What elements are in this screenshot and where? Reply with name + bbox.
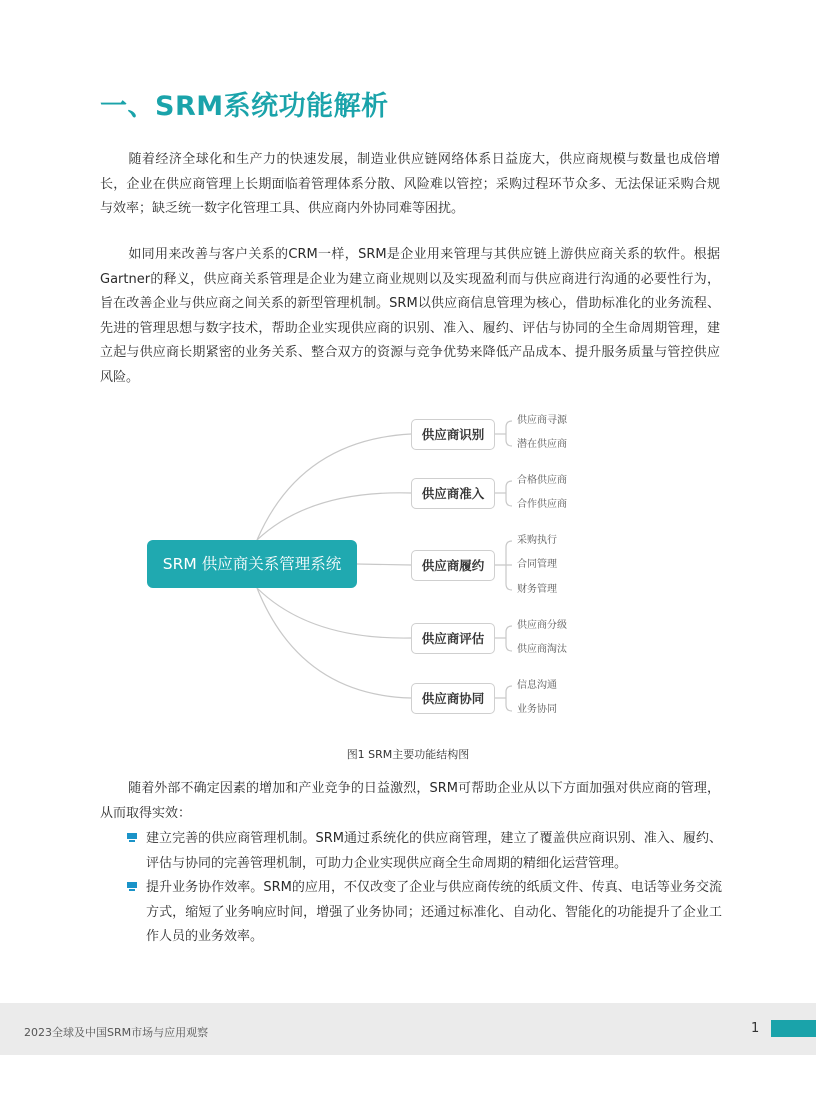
leaf-business-collaboration: 业务协同 — [517, 704, 557, 715]
diagram-root-node: SRM 供应商关系管理系统 — [147, 540, 357, 588]
page-footer — [0, 1003, 816, 1055]
leaf-finance-management: 财务管理 — [517, 584, 557, 595]
benefits-list — [100, 827, 722, 950]
footer-accent-bar — [771, 1020, 816, 1037]
branch-supplier-fulfillment: 供应商履约 — [411, 550, 495, 581]
list-item-text: 提升业务协作效率。SRM的应用，不仅改变了企业与供应商传统的纸质文件、传真、电话等业务交流方式，缩短了业务响应时间，增强了业务协同；还通过标准化、自动化、智能化的功能提升了企业工作人员的业务效率。 — [146, 880, 722, 944]
branch-supplier-evaluation: 供应商评估 — [411, 623, 495, 654]
branch-supplier-identification: 供应商识别 — [411, 419, 495, 450]
list-item — [100, 876, 722, 950]
monitor-bullet-icon — [127, 833, 137, 842]
leaf-procurement-execution: 采购执行 — [517, 535, 557, 546]
benefits-intro-text: 随着外部不确定因素的增加和产业竞争的日益激烈，SRM可帮助企业从以下方面加强对供应商的管理，从而取得实效： — [100, 781, 720, 821]
list-item — [100, 827, 722, 876]
leaf-information-communication: 信息沟通 — [517, 680, 557, 691]
benefits-intro-paragraph — [100, 777, 720, 826]
srm-definition-text: 如同用来改善与客户关系的CRM一样，SRM是企业用来管理与其供应链上游供应商关系的软件。根据Gartner的释义，供应商关系管理是企业为建立商业规则以及实现盈利而与供应商进行沟通的必要性行为，旨在改善企业与供应商之间关系的新型管理机制。SRM以供应商信息管理为核心，借助标准化的业务流程、先进的管理思想与数字技术，帮助企业实现供应商的识别、准入、履约、评估与协同的全生命周期管理，建立起与供应商长期紧密的业务关系、整合双方的资源与竞争优势来降低产品成本、提升服务质量与管控供应风险。 — [100, 247, 720, 385]
list-item-text: 建立完善的供应商管理机制。SRM通过系统化的供应商管理，建立了覆盖供应商识别、准入、履约、评估与协同的完善管理机制，可助力企业实现供应商全生命周期的精细化运营管理。 — [146, 831, 722, 871]
page-title: 一、SRM系统功能解析 — [100, 91, 389, 122]
leaf-contract-management: 合同管理 — [517, 559, 557, 570]
connector-root-identify — [257, 434, 411, 540]
intro-paragraph — [100, 148, 720, 222]
page-number: 1 — [751, 1021, 760, 1036]
leaf-supplier-grading: 供应商分级 — [517, 620, 567, 631]
figure-caption: 图1 SRM主要功能结构图 — [346, 748, 470, 761]
connector-root-fulfillment — [357, 564, 411, 565]
srm-definition-paragraph — [100, 243, 720, 390]
leaf-cooperative-supplier: 合作供应商 — [517, 499, 567, 510]
footer-report-title: 2023全球及中国SRM市场与应用观察 — [24, 1026, 209, 1039]
srm-function-diagram — [0, 400, 816, 730]
branch-supplier-collaboration: 供应商协同 — [411, 683, 495, 714]
monitor-bullet-icon — [127, 882, 137, 891]
leaf-potential-supplier: 潜在供应商 — [517, 439, 567, 450]
leaf-supplier-sourcing: 供应商寻源 — [517, 415, 567, 426]
connector-root-collaboration — [257, 588, 411, 698]
diagram-connectors — [0, 400, 816, 730]
leaf-supplier-elimination: 供应商淘汰 — [517, 644, 567, 655]
leaf-qualified-supplier: 合格供应商 — [517, 475, 567, 486]
intro-paragraph-text: 随着经济全球化和生产力的快速发展，制造业供应链网络体系日益庞大，供应商规模与数量也成倍增长，企业在供应商管理上长期面临着管理体系分散、风险难以管控；采购过程环节众多、无法保证采购合规与效率；缺乏统一数字化管理工具、供应商内外协同难等困扰。 — [100, 152, 720, 216]
branch-supplier-admission: 供应商准入 — [411, 478, 495, 509]
